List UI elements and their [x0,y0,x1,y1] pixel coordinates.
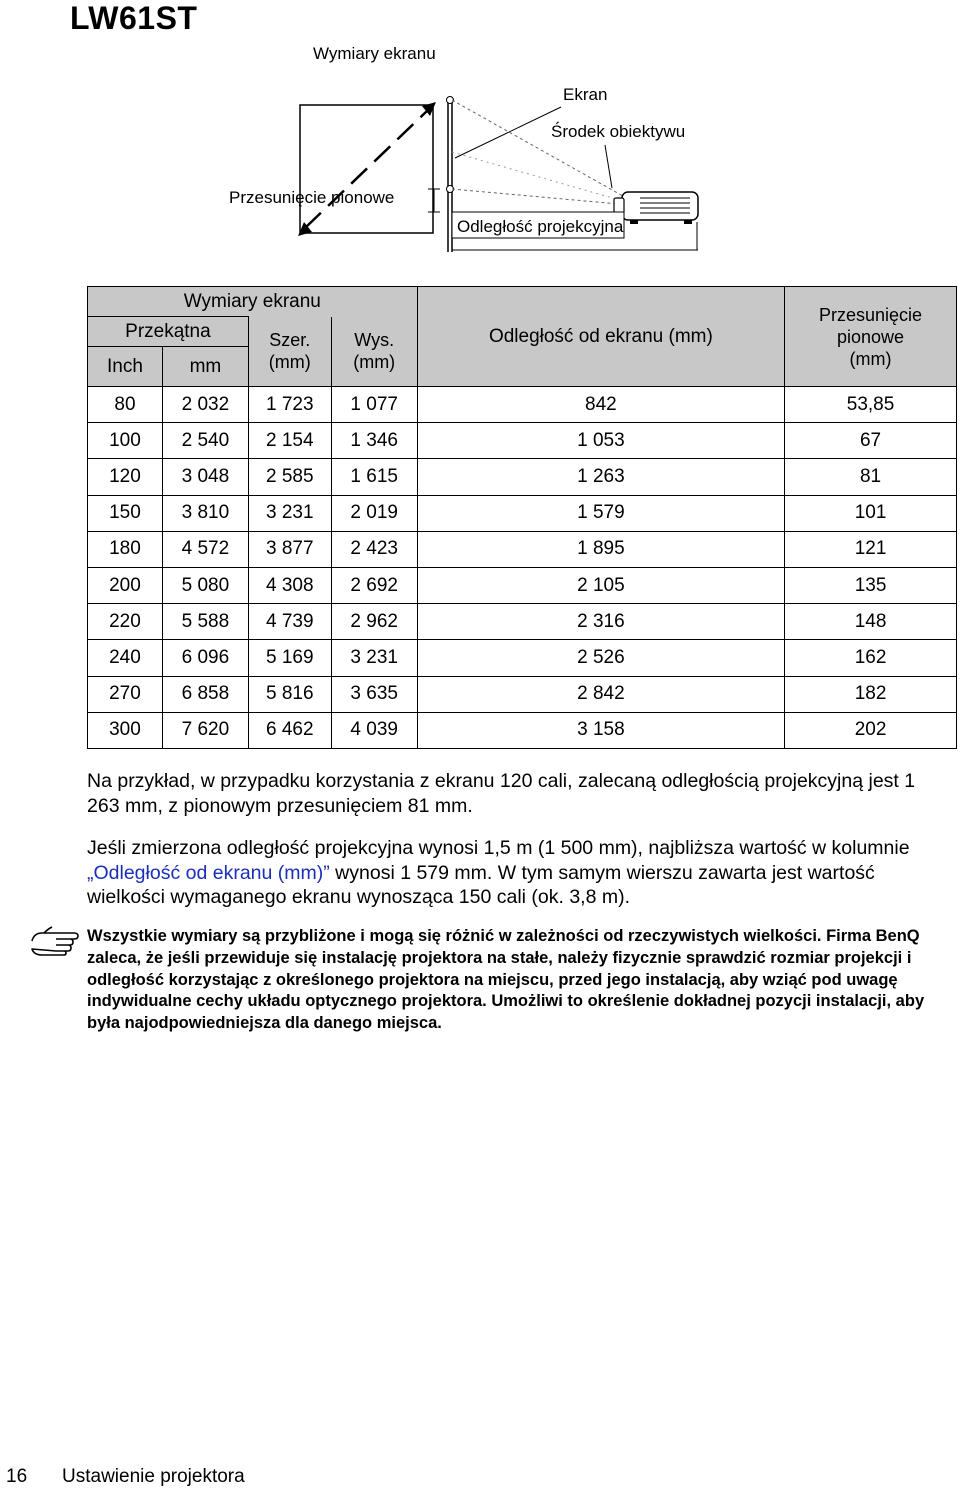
table-cell: 1 263 [417,459,784,495]
table-cell: 6 858 [162,676,248,712]
page-number: 16 [6,1466,28,1487]
explanation-paragraph: Jeśli zmierzona odległość projekcyjna wynosi 1,5 m (1 500 mm), najbliższa wartość w kolumnie „Odległość od ekranu (mm)” wynosi 1 579 mm. W tym samym wierszu zawarta jest wartość wielkości wymaganego ekranu wynosząca 150 cali (ok. 3,8 m). [87,837,910,908]
table-cell: 1 053 [417,423,784,459]
table-cell: 5 588 [162,604,248,640]
table-cell: 300 [88,712,163,748]
table-cell: 2 585 [248,459,331,495]
table-cell: 2 962 [331,604,417,640]
table-cell: 1 579 [417,495,784,531]
table-cell: 3 635 [331,676,417,712]
table-cell: 1 723 [248,387,331,423]
table-cell: 202 [785,712,957,748]
table-cell: 4 739 [248,604,331,640]
table-cell: 1 077 [331,387,417,423]
table-cell: 2 154 [248,423,331,459]
header-distance: Odległość od ekranu (mm) [417,287,784,387]
lens-center-label: Środek obiektywu [551,122,686,141]
table-cell: 180 [88,531,163,567]
table-row [88,676,957,712]
table-cell: 6 096 [162,640,248,676]
table-cell: 53,85 [785,387,957,423]
table-cell: 150 [88,495,163,531]
table-cell: 270 [88,676,163,712]
table-cell: 3 231 [248,495,331,531]
table-cell: 5 080 [162,567,248,603]
table-cell: 2 105 [417,567,784,603]
header-mm: mm [162,347,248,387]
table-cell: 7 620 [162,712,248,748]
table-cell: 240 [88,640,163,676]
header-inch: Inch [88,347,163,387]
table-cell: 2 316 [417,604,784,640]
table-cell: 2 692 [331,567,417,603]
table-cell: 3 231 [331,640,417,676]
table-cell: 842 [417,387,784,423]
table-cell: 100 [88,423,163,459]
table-cell: 1 615 [331,459,417,495]
table-cell: 2 540 [162,423,248,459]
table-cell: 220 [88,604,163,640]
table-cell: 4 572 [162,531,248,567]
table-cell: 4 039 [331,712,417,748]
table-cell: 1 346 [331,423,417,459]
table-row [88,712,957,748]
column-reference-link[interactable]: „Odległość od ekranu (mm)” [87,861,330,884]
screen-label: Ekran [563,85,608,104]
table-cell: 135 [785,567,957,603]
projector-icon [614,192,698,224]
table-cell: 121 [785,531,957,567]
table-cell: 4 308 [248,567,331,603]
table-row [88,459,957,495]
table-cell: 67 [785,423,957,459]
table-cell: 3 877 [248,531,331,567]
pointing-hand-icon [30,925,82,957]
table-body [88,387,957,749]
table-cell: 3 158 [417,712,784,748]
table-cell: 81 [785,459,957,495]
table-cell: 148 [785,604,957,640]
table-row [88,495,957,531]
table-cell: 3 810 [162,495,248,531]
table-cell: 5 169 [248,640,331,676]
projection-distance-label: Odległość projekcyjna [457,217,624,236]
table-cell: 80 [88,387,163,423]
table-cell: 3 048 [162,459,248,495]
table-cell: 101 [785,495,957,531]
screen-diagonal [305,110,428,228]
header-vertical-offset: Przesunięcie pionowe (mm) [785,287,957,387]
header-width: Szer. (mm) [248,317,331,387]
header-height: Wys. (mm) [331,317,417,387]
table-cell: 162 [785,640,957,676]
header-screen-dimensions: Wymiary ekranu [88,287,418,317]
table-cell: 2 019 [331,495,417,531]
table-cell: 2 032 [162,387,248,423]
table-row [88,387,957,423]
model-title: LW61ST [70,0,198,36]
projection-dimensions-table [87,286,957,749]
header-diagonal: Przekątna [88,317,249,347]
table-cell: 2 423 [331,531,417,567]
table-cell: 2 526 [417,640,784,676]
table-cell: 5 816 [248,676,331,712]
table-cell: 6 462 [248,712,331,748]
table-cell: 2 842 [417,676,784,712]
screen-size-label: Wymiary ekranu [313,44,436,63]
vertical-offset-label: Przesunięcie pionowe [229,188,395,207]
table-cell: 120 [88,459,163,495]
table-row [88,604,957,640]
table-row [88,423,957,459]
table-cell: 200 [88,567,163,603]
table-row [88,531,957,567]
table-row [88,640,957,676]
table-cell: 1 895 [417,531,784,567]
example-paragraph: Na przykład, w przypadku korzystania z ekranu 120 cali, zalecaną odległością projekcyjną jest 1 263 mm, z pionowym przesunięciem 81 mm. [87,770,916,817]
section-name: Ustawienie projektora [62,1466,245,1487]
note-text: Wszystkie wymiary są przybliżone i mogą się różnić w zależności od rzeczywistych wielkości. Firma BenQ zaleca, że jeśli przewiduje się instalację projektora na stałe, należy fizycznie sprawdzić rozmiar projekcji i odległość korzystając z określonego projektora na miejscu, przed jego instalacją, aby wziąć pod uwagę indywidualne cechy układu optycznego projektora. Umożliwi to określenie dokładnej pozycji instalacji, aby była najodpowiedniejsza dla danego miejsca. [87,927,925,1033]
table-cell: 182 [785,676,957,712]
table-row [88,567,957,603]
